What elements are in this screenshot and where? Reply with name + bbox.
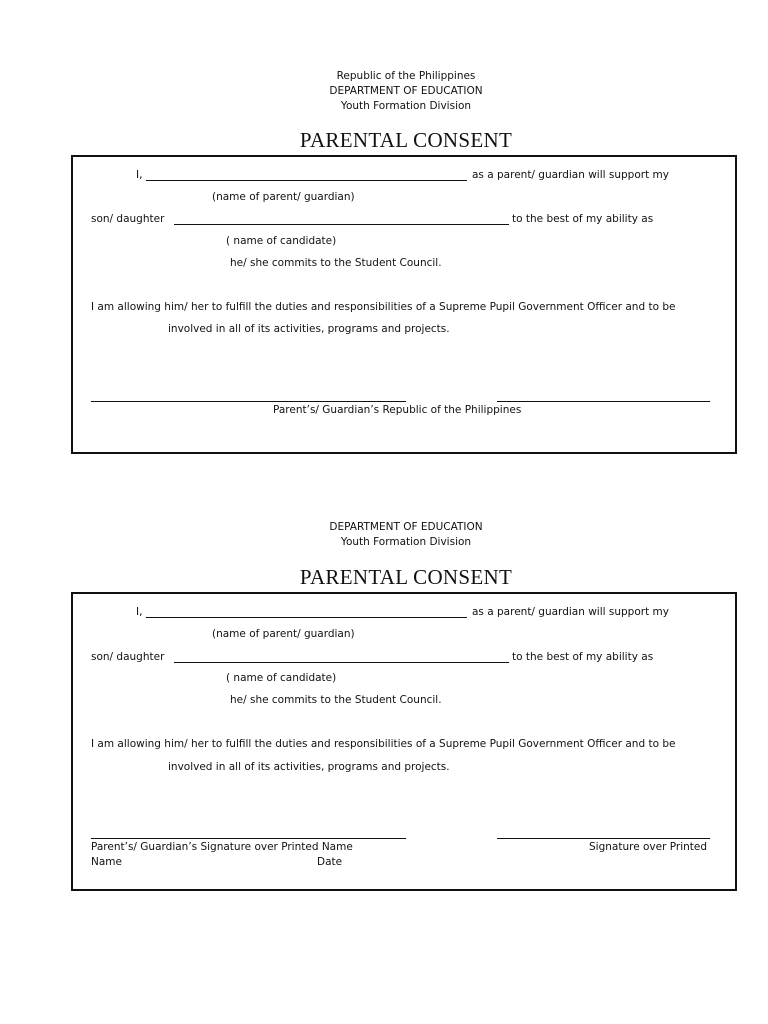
allow-text: I am allowing him/ her to fulfill the duties and responsibilities of a Supreme Pupil Government Officer and to be xyxy=(91,738,676,750)
header-department: DEPARTMENT OF EDUCATION xyxy=(329,521,483,533)
allow-text: I am allowing him/ her to fulfill the duties and responsibilities of a Supreme Pupil Government Officer and to be xyxy=(91,301,676,313)
candidate-signature-line[interactable] xyxy=(497,838,710,839)
header-division: Youth Formation Division xyxy=(340,100,472,112)
child-label: son/ daughter xyxy=(91,213,165,225)
candidate-caption: ( name of candidate) xyxy=(226,235,337,247)
candidate-name-line[interactable] xyxy=(174,224,509,225)
parent-caption: (name of parent/ guardian) xyxy=(212,628,355,640)
commit-text: he/ she commits to the Student Council. xyxy=(230,257,442,269)
form-title: PARENTAL CONSENT xyxy=(299,128,513,152)
header-department: DEPARTMENT OF EDUCATION xyxy=(329,85,483,97)
involved-text: involved in all of its activities, programs and projects. xyxy=(168,761,450,773)
header-division: Youth Formation Division xyxy=(340,536,472,548)
date-label: Date xyxy=(317,856,343,868)
signature-left-caption: Parent’s/ Guardian’s Signature over Printed Name xyxy=(91,841,353,853)
support-text: as a parent/ guardian will support my xyxy=(472,169,669,181)
parent-caption: (name of parent/ guardian) xyxy=(212,191,355,203)
ability-text: to the best of my ability as xyxy=(512,651,654,663)
support-text: as a parent/ guardian will support my xyxy=(472,606,669,618)
candidate-signature-line[interactable] xyxy=(497,401,710,402)
signature-caption: Parent’s/ Guardian’s Republic of the Philippines xyxy=(273,404,522,416)
involved-text: involved in all of its activities, programs and projects. xyxy=(168,323,450,335)
parent-name-line[interactable] xyxy=(146,617,467,618)
i-label: I, xyxy=(136,606,143,618)
header-republic: Republic of the Philippines xyxy=(336,70,476,82)
i-label: I, xyxy=(136,169,143,181)
candidate-caption: ( name of candidate) xyxy=(226,672,337,684)
ability-text: to the best of my ability as xyxy=(512,213,654,225)
form-title: PARENTAL CONSENT xyxy=(299,565,513,589)
parent-signature-line[interactable] xyxy=(91,401,406,402)
parent-signature-line[interactable] xyxy=(91,838,406,839)
candidate-name-line[interactable] xyxy=(174,662,509,663)
commit-text: he/ she commits to the Student Council. xyxy=(230,694,442,706)
parent-name-line[interactable] xyxy=(146,180,467,181)
name-label: Name xyxy=(91,856,122,868)
signature-right-caption: Signature over Printed xyxy=(589,841,708,853)
child-label: son/ daughter xyxy=(91,651,165,663)
